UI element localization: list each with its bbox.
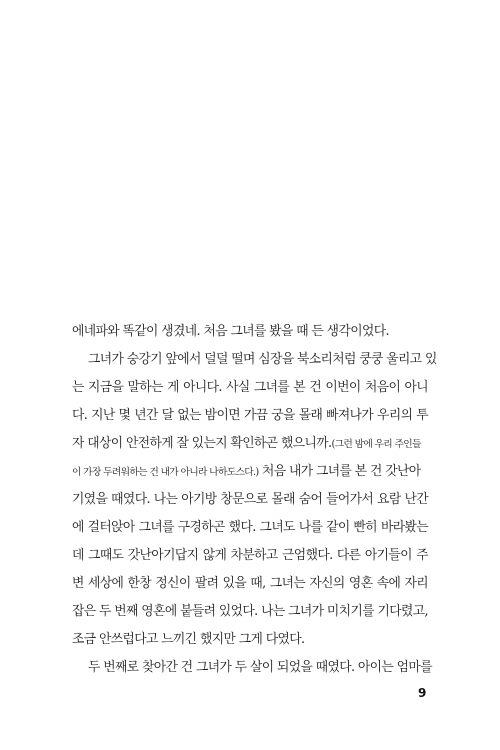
paragraph-line: 잡은 두 번째 영혼에 붙들려 있었다. 나는 그녀가 미치기를 기다렸고, <box>72 604 428 619</box>
page-number: 9 <box>418 686 427 700</box>
line-text: 처음 내가 그녀를 본 건 갓난아 <box>258 464 421 479</box>
paragraph-line: 다. 지난 몇 년간 달 없는 밤이면 가끔 궁을 몰래 빠져나가 우리의 투 <box>72 408 428 423</box>
paragraph-line: 는 지금을 말하는 게 아니다. 사실 그녀를 본 건 이번이 처음이 아니 <box>72 380 428 395</box>
paragraph-line: 데 그때도 갓난아기답지 않게 차분하고 근엄했다. 다른 아기들이 주 <box>72 548 428 563</box>
paragraph-line: 변 세상에 한창 정신이 팔려 있을 때, 그녀는 자신의 영혼 속에 자리 <box>72 576 428 591</box>
paragraph-line: 에 걸터앉아 그녀를 구경하곤 했다. 그녀도 나를 같이 빤히 바라봤는 <box>72 520 428 535</box>
body-text <box>72 318 437 682</box>
paragraph-line: 두 번째로 찾아간 건 그녀가 두 살이 되었을 때였다. 아이는 엄마를 <box>88 660 432 675</box>
parenthetical-note: 이 가장 두려워하는 건 내가 아니라 나하도스다.) <box>72 467 259 478</box>
paragraph-line: 기였을 때였다. 나는 아기방 창문으로 몰래 숨어 들어가서 요람 난간 <box>72 492 428 507</box>
line-text: 자 대상이 안전하게 잘 있는지 확인하곤 했으니까. <box>72 436 332 451</box>
paragraph-line: 조금 안쓰럽다고 느끼긴 했지만 그게 다였다. <box>72 632 305 647</box>
paragraph-line <box>72 458 428 486</box>
parenthetical-note: (그런 밤에 우리 주인들 <box>331 439 421 450</box>
paragraph-line: 그녀가 숭강기 앞에서 덜덜 떨며 심장을 북소리처럼 쿵쿵 울리고 있 <box>88 352 437 367</box>
paragraph-line: 에네파와 똑같이 생겼네. 처음 그녀를 봤을 때 든 생각이었다. <box>72 324 389 339</box>
paragraph-line <box>72 430 428 458</box>
